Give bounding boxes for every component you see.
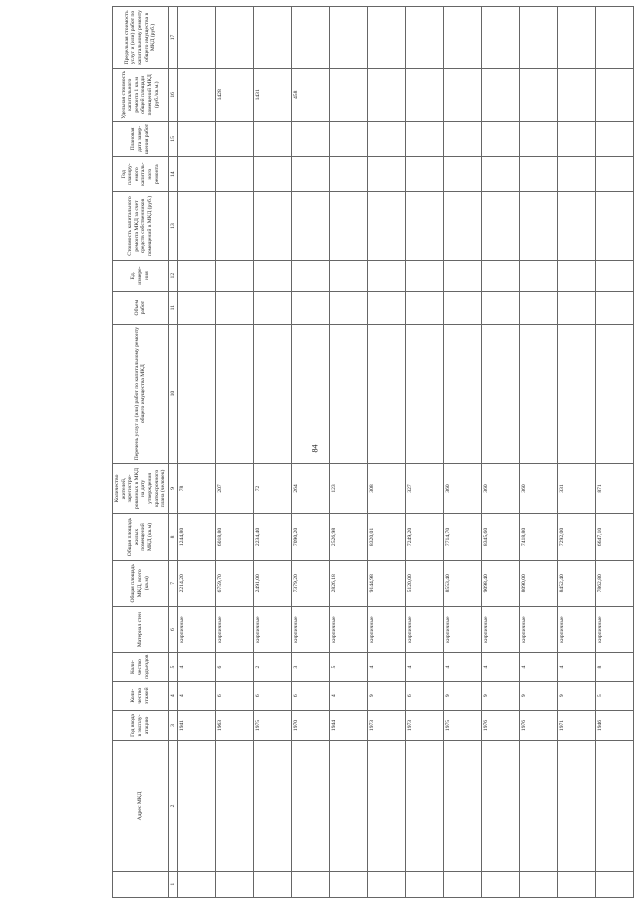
completion-date-cell — [178, 121, 216, 156]
unit-cell — [254, 260, 292, 291]
repair-year-cell — [330, 157, 368, 192]
address-cell — [254, 741, 292, 871]
max-cost-cell — [520, 7, 558, 69]
row-number-cell — [444, 871, 482, 897]
year-cell: 1976 — [520, 710, 558, 741]
living-area-cell: 8345,60 — [482, 514, 520, 560]
year-cell: 1973 — [406, 710, 444, 741]
cost-cell — [520, 192, 558, 260]
max-cost-cell — [406, 7, 444, 69]
residents-cell: 360 — [482, 463, 520, 514]
living-area-cell: 7418,80 — [520, 514, 558, 560]
row-number-cell — [330, 871, 368, 897]
unit-cell — [330, 260, 368, 291]
column-header: Коли-чество этажей — [113, 681, 169, 710]
wall-material-cell: кирпичные — [330, 606, 368, 652]
unit-cost-cell — [558, 68, 596, 121]
works-cell — [444, 324, 482, 463]
floors-cell: 6 — [254, 681, 292, 710]
total-area-cell: 2214,20 — [178, 560, 216, 606]
works-cell — [368, 324, 406, 463]
column-header: Перечень услуг и (или) работ по капитальному ремонту общего имущества МКД — [113, 324, 169, 463]
cost-cell — [254, 192, 292, 260]
unit-cell — [596, 260, 634, 291]
unit-cost-cell — [330, 68, 368, 121]
cost-cell — [596, 192, 634, 260]
residents-cell: 360 — [444, 463, 482, 514]
column-header: Количество жителей, зарегистри-рованных в МКД на дату утверждения краткосрочного плана (человек) — [113, 463, 169, 514]
total-area-cell: 8553,40 — [444, 560, 482, 606]
completion-date-cell — [216, 121, 254, 156]
table-row — [482, 7, 520, 898]
completion-date-cell — [482, 121, 520, 156]
table-row — [520, 7, 558, 898]
total-area-cell: 5120,00 — [406, 560, 444, 606]
repair-year-cell — [292, 157, 330, 192]
row-number-cell — [520, 871, 558, 897]
table-row — [216, 7, 254, 898]
volume-cell — [406, 291, 444, 324]
floors-cell: 9 — [368, 681, 406, 710]
max-cost-cell — [292, 7, 330, 69]
column-number: 12 — [168, 260, 178, 291]
column-header: Материал стен — [113, 606, 169, 652]
column-number-row — [168, 7, 178, 898]
column-number: 7 — [168, 560, 178, 606]
table-row — [596, 7, 634, 898]
floors-cell: 4 — [330, 681, 368, 710]
address-cell — [482, 741, 520, 871]
repair-year-cell — [254, 157, 292, 192]
cost-cell — [558, 192, 596, 260]
volume-cell — [558, 291, 596, 324]
max-cost-cell — [596, 7, 634, 69]
residents-cell: 871 — [596, 463, 634, 514]
living-area-cell: 7714,70 — [444, 514, 482, 560]
wall-material-cell: кирпичные — [216, 606, 254, 652]
table-row — [406, 7, 444, 898]
max-cost-cell — [254, 7, 292, 69]
cost-cell — [368, 192, 406, 260]
year-cell: 1976 — [482, 710, 520, 741]
completion-date-cell — [292, 121, 330, 156]
volume-cell — [330, 291, 368, 324]
total-area-cell: 7862,80 — [596, 560, 634, 606]
repair-year-cell — [178, 157, 216, 192]
column-header: Год ввода в эксплу-атацию — [113, 710, 169, 741]
column-number: 8 — [168, 514, 178, 560]
floors-cell: 6 — [216, 681, 254, 710]
repair-year-cell — [368, 157, 406, 192]
repair-year-cell — [596, 157, 634, 192]
volume-cell — [368, 291, 406, 324]
year-cell: 1973 — [368, 710, 406, 741]
unit-cost-cell — [482, 68, 520, 121]
total-area-cell: 2491,00 — [254, 560, 292, 606]
column-number: 17 — [168, 7, 178, 69]
max-cost-cell — [216, 7, 254, 69]
max-cost-cell — [330, 7, 368, 69]
unit-cost-cell: 1428 — [216, 68, 254, 121]
residents-cell: 331 — [558, 463, 596, 514]
wall-material-cell: кирпичные — [368, 606, 406, 652]
year-cell: 1971 — [558, 710, 596, 741]
max-cost-cell — [368, 7, 406, 69]
unit-cell — [520, 260, 558, 291]
table-row — [444, 7, 482, 898]
total-area-cell: 8452,40 — [558, 560, 596, 606]
volume-cell — [178, 291, 216, 324]
year-cell: 1963 — [216, 710, 254, 741]
residents-cell: 207 — [216, 463, 254, 514]
table-row — [558, 7, 596, 898]
column-number: 1 — [168, 871, 178, 897]
works-cell — [520, 324, 558, 463]
address-cell — [558, 741, 596, 871]
works-cell — [482, 324, 520, 463]
table-row — [254, 7, 292, 898]
total-area-cell: 7379,20 — [292, 560, 330, 606]
page-number: 84 — [310, 444, 320, 453]
unit-cost-cell — [178, 68, 216, 121]
cost-cell — [330, 192, 368, 260]
column-number: 13 — [168, 192, 178, 260]
column-header: Общая площадь МКД, всего (кв.м) — [113, 560, 169, 606]
residents-cell: 360 — [520, 463, 558, 514]
column-number: 6 — [168, 606, 178, 652]
entrances-cell: 4 — [368, 653, 406, 682]
living-area-cell: 6018,80 — [216, 514, 254, 560]
works-cell — [254, 324, 292, 463]
residents-cell: 78 — [178, 463, 216, 514]
repair-year-cell — [444, 157, 482, 192]
year-cell: 1975 — [254, 710, 292, 741]
address-cell — [520, 741, 558, 871]
capital-repair-table — [112, 6, 634, 898]
works-cell — [330, 324, 368, 463]
column-number: 3 — [168, 710, 178, 741]
table-rotor — [112, 6, 634, 898]
wall-material-cell: кирпичные — [444, 606, 482, 652]
address-cell — [596, 741, 634, 871]
completion-date-cell — [406, 121, 444, 156]
completion-date-cell — [520, 121, 558, 156]
volume-cell — [254, 291, 292, 324]
unit-cell — [216, 260, 254, 291]
wall-material-cell: кирпичные — [406, 606, 444, 652]
column-header: Объем работ — [113, 291, 169, 324]
max-cost-cell — [178, 7, 216, 69]
unit-cost-cell — [520, 68, 558, 121]
entrances-cell: 4 — [406, 653, 444, 682]
floors-cell: 9 — [482, 681, 520, 710]
column-header: Удельная стоимость капитального ремонта 1 кв.м общей площади помещений МКД (руб./кв.м.) — [113, 68, 169, 121]
table-row — [330, 7, 368, 898]
year-cell: 1970 — [292, 710, 330, 741]
column-header: Ед. измере-ния — [113, 260, 169, 291]
table-body — [178, 7, 634, 898]
unit-cell — [178, 260, 216, 291]
cost-cell — [216, 192, 254, 260]
volume-cell — [520, 291, 558, 324]
living-area-cell: 6647,10 — [596, 514, 634, 560]
column-number: 2 — [168, 741, 178, 871]
unit-cell — [444, 260, 482, 291]
column-number: 4 — [168, 681, 178, 710]
works-cell — [292, 324, 330, 463]
completion-date-cell — [444, 121, 482, 156]
living-area-cell: 7090,20 — [292, 514, 330, 560]
cost-cell — [292, 192, 330, 260]
row-number-cell — [482, 871, 520, 897]
total-area-cell: 2826,18 — [330, 560, 368, 606]
floors-cell: 9 — [520, 681, 558, 710]
column-number: 5 — [168, 653, 178, 682]
residents-cell: 308 — [368, 463, 406, 514]
unit-cost-cell — [368, 68, 406, 121]
column-header: Год планиру-емого капиталь-ного ремонта — [113, 157, 169, 192]
entrances-cell: 8 — [596, 653, 634, 682]
completion-date-cell — [254, 121, 292, 156]
floors-cell: 6 — [406, 681, 444, 710]
row-number-cell — [368, 871, 406, 897]
wall-material-cell: кирпичные — [292, 606, 330, 652]
completion-date-cell — [368, 121, 406, 156]
unit-cell — [558, 260, 596, 291]
column-header — [113, 871, 169, 897]
living-area-cell: 2234,40 — [254, 514, 292, 560]
unit-cost-cell — [444, 68, 482, 121]
table-row — [178, 7, 216, 898]
repair-year-cell — [406, 157, 444, 192]
unit-cost-cell — [596, 68, 634, 121]
works-cell — [216, 324, 254, 463]
column-header: Плановая дата завер-шения работ — [113, 121, 169, 156]
row-number-cell — [596, 871, 634, 897]
works-cell — [406, 324, 444, 463]
unit-cell — [482, 260, 520, 291]
floors-cell: 4 — [178, 681, 216, 710]
column-number: 11 — [168, 291, 178, 324]
column-header: Коли-чество подъездов — [113, 653, 169, 682]
volume-cell — [216, 291, 254, 324]
address-cell — [216, 741, 254, 871]
completion-date-cell — [596, 121, 634, 156]
total-area-cell: 6759,70 — [216, 560, 254, 606]
year-cell: 1946 — [596, 710, 634, 741]
works-cell — [596, 324, 634, 463]
wall-material-cell: кирпичные — [482, 606, 520, 652]
column-header: Предельная стоимость услуг и (или) работ по капитальному ремонту общего имущества в МКД (руб.) — [113, 7, 169, 69]
column-number: 15 — [168, 121, 178, 156]
column-header: Общая площадь жилых помещений МКД (кв.м) — [113, 514, 169, 560]
unit-cell — [292, 260, 330, 291]
living-area-cell: 7249,20 — [406, 514, 444, 560]
row-number-cell — [406, 871, 444, 897]
address-cell — [330, 741, 368, 871]
row-number-cell — [254, 871, 292, 897]
volume-cell — [292, 291, 330, 324]
max-cost-cell — [482, 7, 520, 69]
header-row — [113, 7, 169, 898]
address-cell — [292, 741, 330, 871]
unit-cell — [406, 260, 444, 291]
floors-cell: 9 — [444, 681, 482, 710]
entrances-cell: 4 — [520, 653, 558, 682]
row-number-cell — [292, 871, 330, 897]
column-header: Стоимость капитального ремонта МКД за счет средств собственников помещений в МКД (руб.) — [113, 192, 169, 260]
works-cell — [558, 324, 596, 463]
rotated-sheet — [112, 6, 634, 898]
cost-cell — [406, 192, 444, 260]
address-cell — [368, 741, 406, 871]
repair-year-cell — [482, 157, 520, 192]
entrances-cell: 4 — [178, 653, 216, 682]
entrances-cell: 2 — [254, 653, 292, 682]
column-number: 14 — [168, 157, 178, 192]
wall-material-cell: кирпичные — [558, 606, 596, 652]
cost-cell — [482, 192, 520, 260]
repair-year-cell — [216, 157, 254, 192]
completion-date-cell — [558, 121, 596, 156]
entrances-cell: 5 — [330, 653, 368, 682]
living-area-cell: 8320,01 — [368, 514, 406, 560]
volume-cell — [444, 291, 482, 324]
volume-cell — [596, 291, 634, 324]
volume-cell — [482, 291, 520, 324]
floors-cell: 9 — [558, 681, 596, 710]
column-number: 9 — [168, 463, 178, 514]
year-cell: 1944 — [330, 710, 368, 741]
total-area-cell: 8090,00 — [520, 560, 558, 606]
row-number-cell — [558, 871, 596, 897]
floors-cell: 5 — [596, 681, 634, 710]
living-area-cell: 7292,00 — [558, 514, 596, 560]
column-header: Адрес МКД — [113, 741, 169, 871]
residents-cell: 327 — [406, 463, 444, 514]
wall-material-cell: кирпичные — [254, 606, 292, 652]
year-cell: 1975 — [444, 710, 482, 741]
year-cell: 1941 — [178, 710, 216, 741]
repair-year-cell — [558, 157, 596, 192]
residents-cell: 72 — [254, 463, 292, 514]
address-cell — [178, 741, 216, 871]
floors-cell: 6 — [292, 681, 330, 710]
table-row — [292, 7, 330, 898]
unit-cost-cell: 1431 — [254, 68, 292, 121]
residents-cell: 123 — [330, 463, 368, 514]
entrances-cell: 3 — [292, 653, 330, 682]
total-area-cell: 9144,98 — [368, 560, 406, 606]
entrances-cell: 4 — [482, 653, 520, 682]
wall-material-cell: кирпичные — [520, 606, 558, 652]
entrances-cell: 6 — [216, 653, 254, 682]
completion-date-cell — [330, 121, 368, 156]
unit-cell — [368, 260, 406, 291]
unit-cost-cell — [406, 68, 444, 121]
works-cell — [178, 324, 216, 463]
entrances-cell: 4 — [444, 653, 482, 682]
living-area-cell: 1244,80 — [178, 514, 216, 560]
max-cost-cell — [444, 7, 482, 69]
unit-cost-cell: 458 — [292, 68, 330, 121]
column-number: 10 — [168, 324, 178, 463]
address-cell — [444, 741, 482, 871]
table-row — [368, 7, 406, 898]
column-number: 16 — [168, 68, 178, 121]
residents-cell: 264 — [292, 463, 330, 514]
repair-year-cell — [520, 157, 558, 192]
max-cost-cell — [558, 7, 596, 69]
living-area-cell: 2526,98 — [330, 514, 368, 560]
cost-cell — [444, 192, 482, 260]
entrances-cell: 4 — [558, 653, 596, 682]
address-cell — [406, 741, 444, 871]
cost-cell — [178, 192, 216, 260]
total-area-cell: 9098,40 — [482, 560, 520, 606]
row-number-cell — [216, 871, 254, 897]
wall-material-cell: кирпичные — [178, 606, 216, 652]
wall-material-cell: кирпичные — [596, 606, 634, 652]
row-number-cell — [178, 871, 216, 897]
